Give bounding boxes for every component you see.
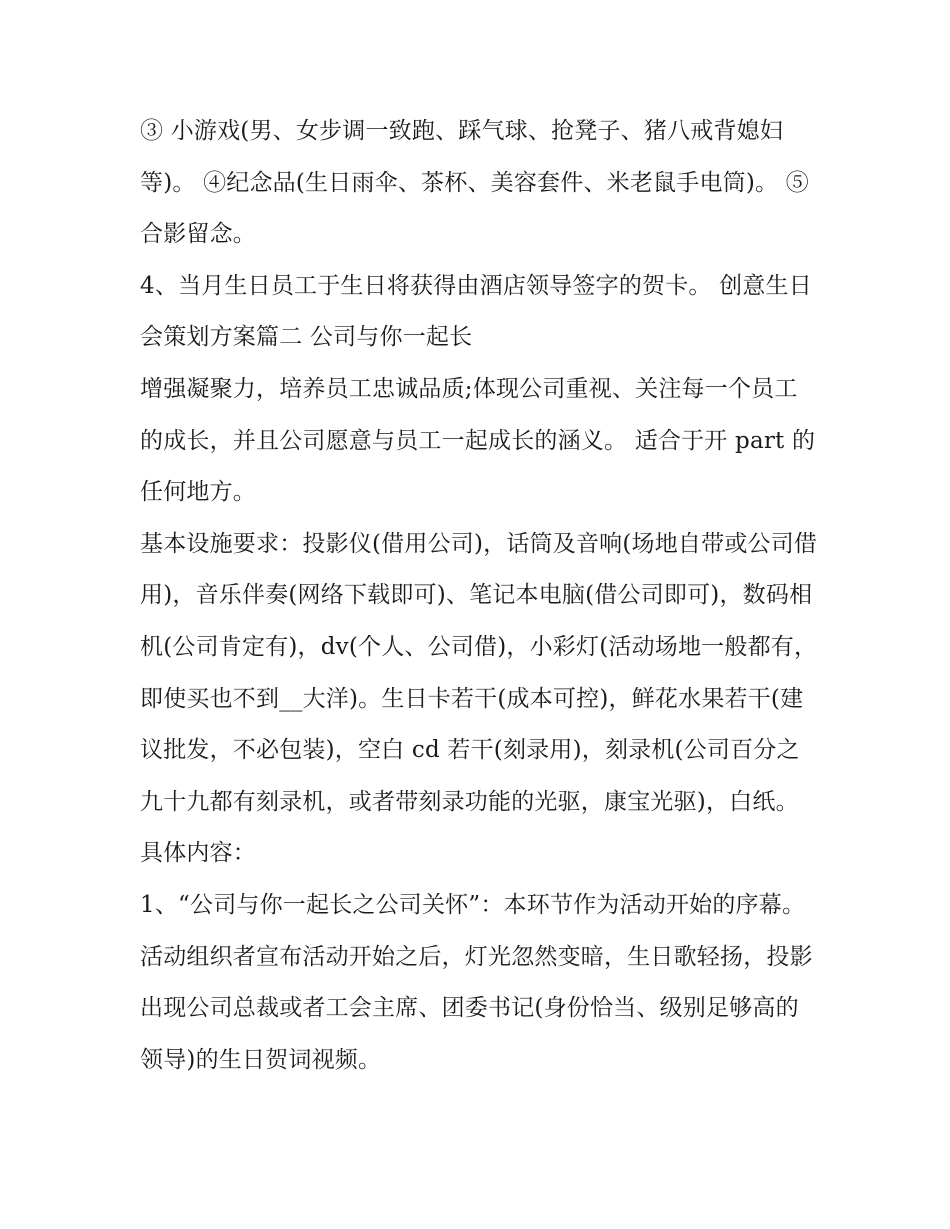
- paragraph-facility-requirements: 基本设施要求：投影仪(借用公司)，话筒及音响(场地自带或公司借用)，音乐伴奏(网络下载即可)、笔记本电脑(借公司即可)，数码相机(公司肯定有)，dv(个人、公司借)，小彩灯(活动场地一般都有，即使买也不到__大洋)。生日卡若干(成本可控)，鲜花水果若干(建议批发，不必包装)，空白 cd 若干(刻录用)，刻录机(公司百分之九十九都有刻录机，或者带刻录功能的光驱，康宝光驱)，白纸。: [140, 530, 818, 815]
- paragraph-company-care: 1、“公司与你一起长之公司关怀”：本环节作为活动开始的序幕。活动组织者宣布活动开始之后，灯光忽然变暗，生日歌轻扬，投影出现公司总裁或者工会主席、团委书记(身份恰当、级别足够高的领导)的生日贺词视频。: [140, 891, 813, 1073]
- paragraph-purpose: 增强凝聚力，培养员工忠诚品质;体现公司重视、关注每一个员工的成长，并且公司愿意与员工一起成长的涵义。 适合于开 part 的任何地方。: [140, 375, 816, 506]
- paragraph-birthday-card: 4、当月生日员工于生日将获得由酒店领导签字的贺卡。 创意生日会策划方案篇二 公司与你一起长: [140, 272, 812, 351]
- paragraph-games-souvenirs: ③ 小游戏(男、女步调一致跑、踩气球、抢凳子、猪八戒背媳妇等)。 ④纪念品(生日雨伞、茶杯、美容套件、米老鼠手电筒)。 ⑤合影留念。: [140, 118, 809, 248]
- document-body: [140, 106, 820, 1086]
- paragraph-content-heading: 具体内容：: [140, 840, 256, 867]
